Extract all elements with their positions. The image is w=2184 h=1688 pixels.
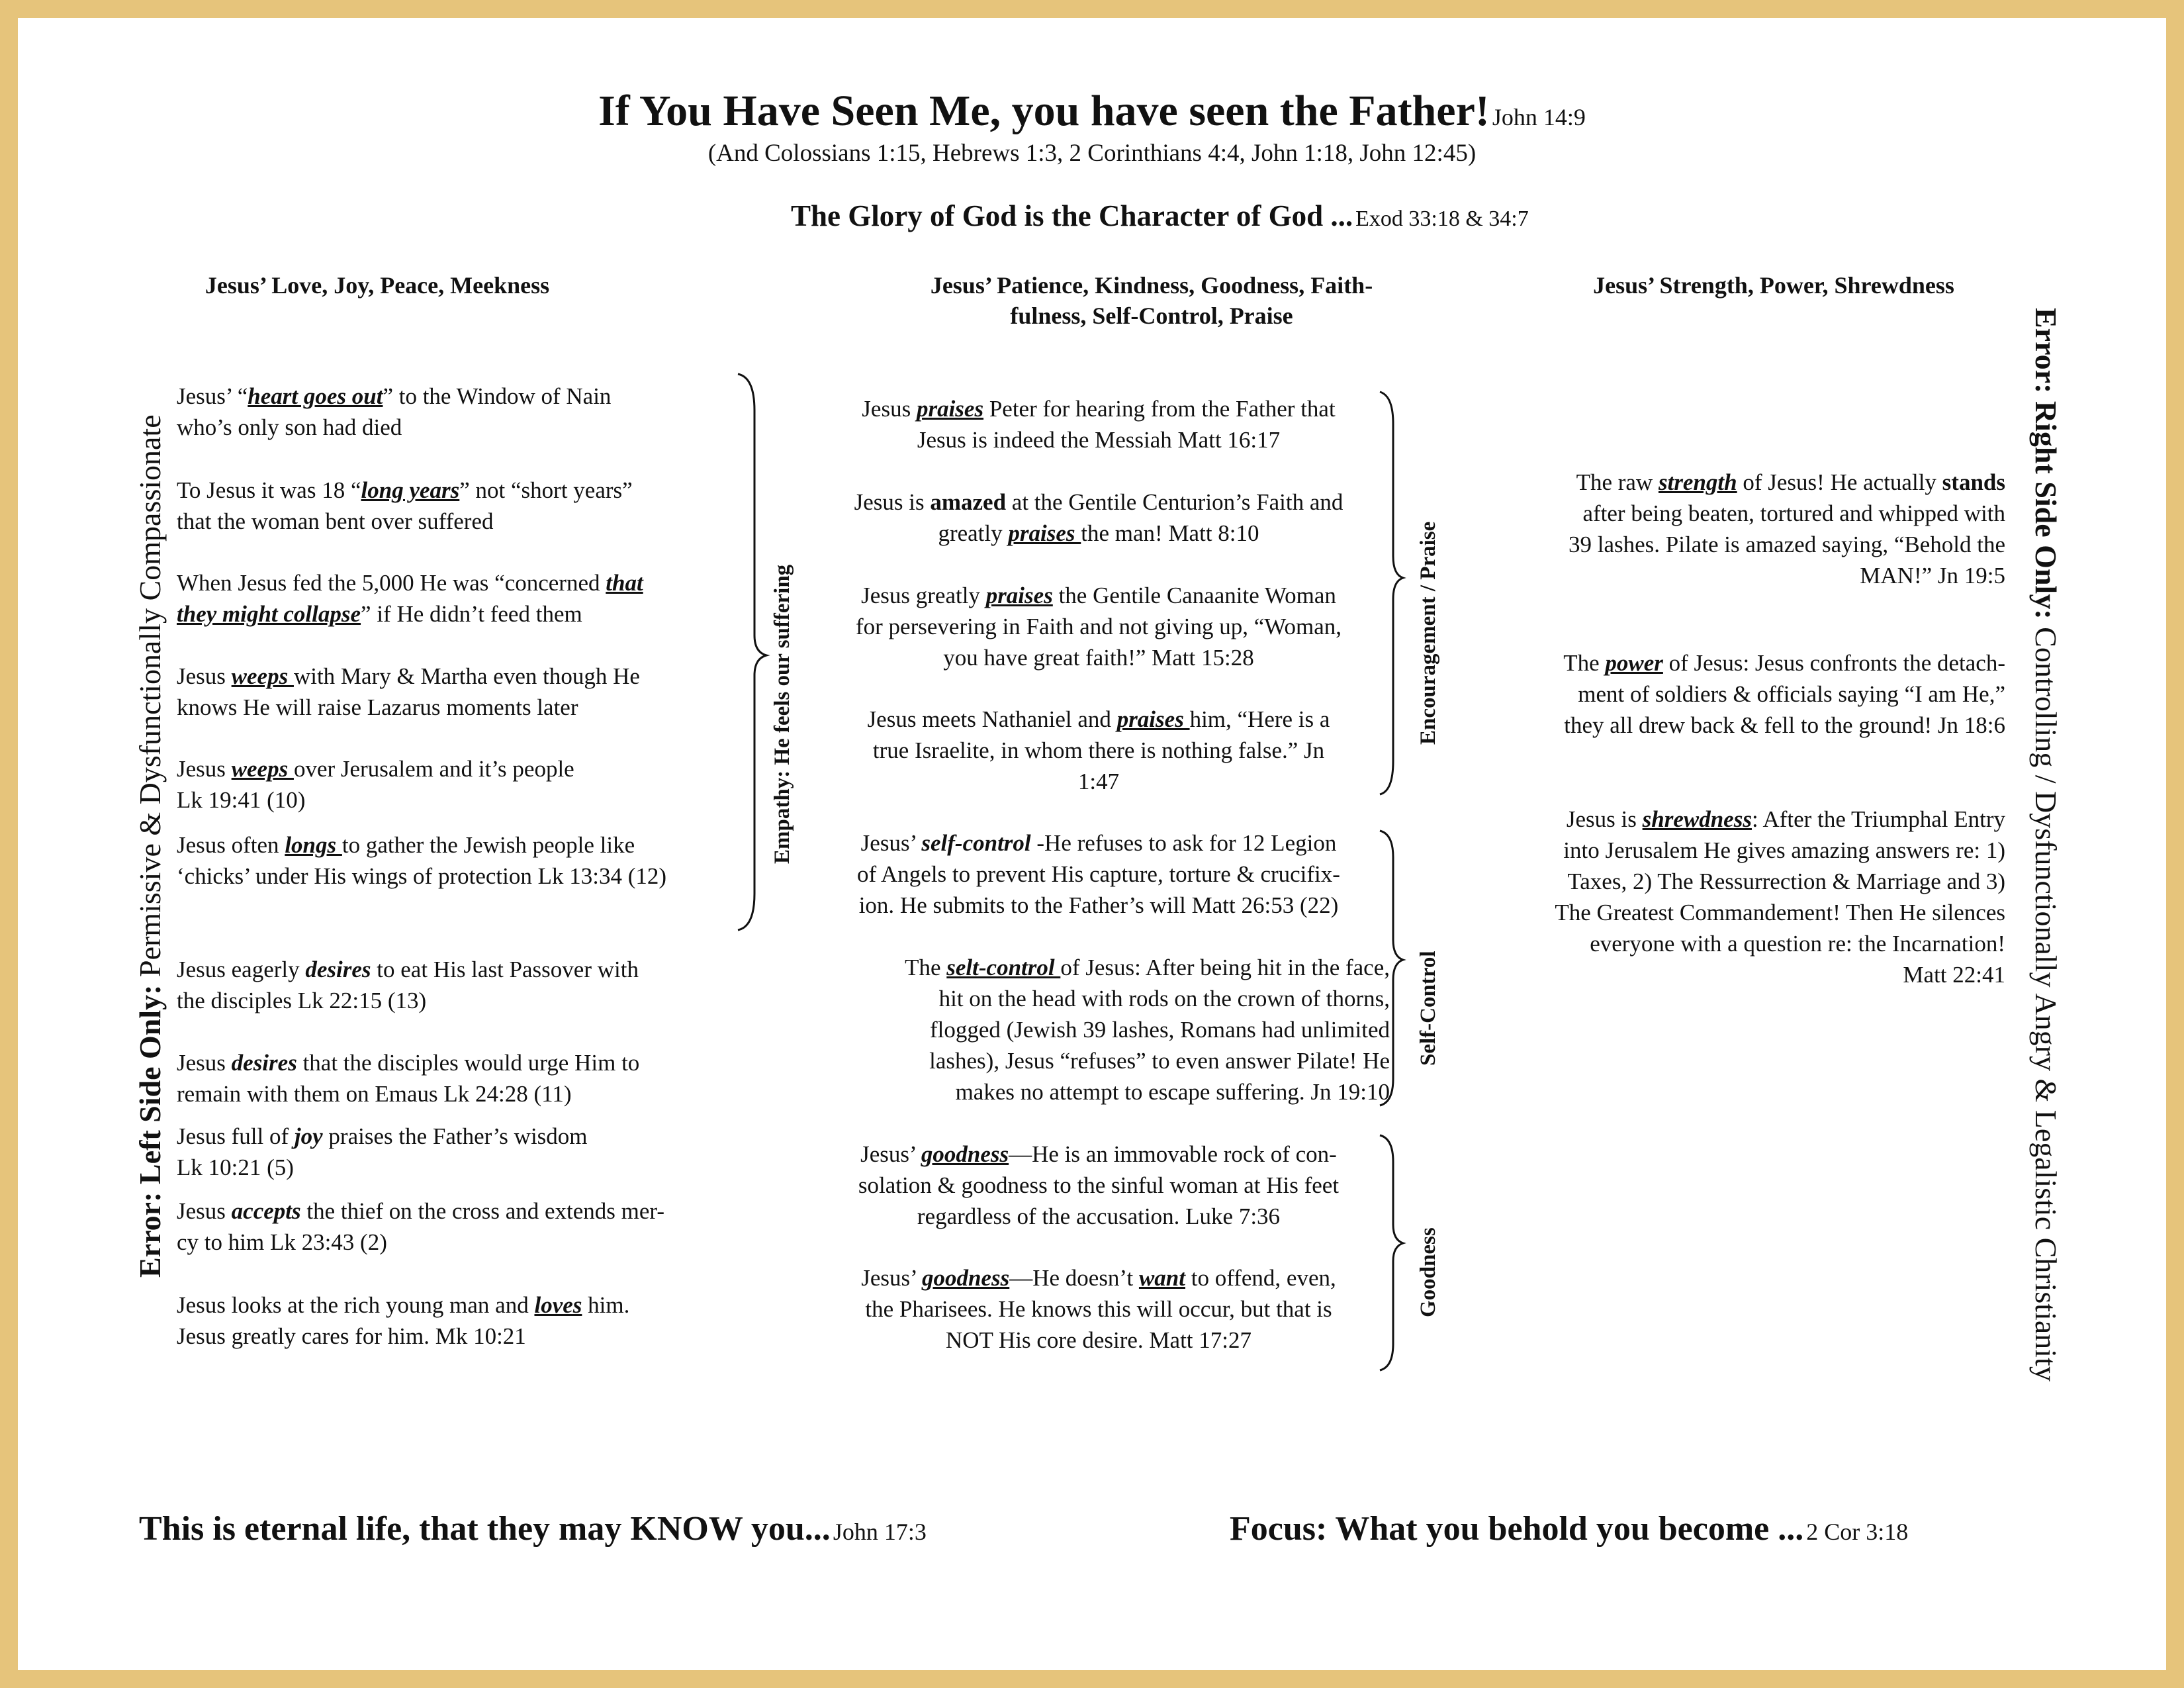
left-error-bold: Error: Left Side Only: [133,984,167,1278]
text-fragment: The Greatest Commandement! Then He silences [1555,900,2005,925]
text-fragment: Jesus meets Nathaniel and [867,706,1117,732]
goodness-label: Goodness [1416,1227,1440,1317]
text-fragment: weeps [231,663,294,689]
left-item-2 [177,475,633,537]
text-fragment: MAN!” Jn 19:5 [1860,563,2005,588]
text-fragment: The raw [1576,469,1659,495]
footer-right-text: Focus: What you behold you become ... [1230,1510,1804,1548]
text-fragment: -He refuses to ask for 12 Legion [1030,830,1337,856]
middle-heading-line2: fulness, Self-Control, Praise [1010,303,1293,329]
text-fragment: —He is an immovable rock of con- [1009,1141,1337,1167]
text-fragment: The [905,955,947,980]
text-fragment: greatly [938,520,1009,546]
text-fragment: ment of soldiers & officials saying “I am He,” [1578,681,2005,707]
text-fragment: desires [305,957,371,982]
footer-left [139,1509,927,1548]
footer-left-text: This is eternal life, that they may KNOW you... [139,1510,831,1548]
text-fragment: To Jesus it was 18 “ [177,477,361,503]
right-column-heading: Jesus’ Strength, Power, Shrewdness [1593,272,1954,299]
right-item-3 [1443,804,2005,990]
text-fragment: to gather the Jewish people like [341,832,635,858]
text-fragment: Jesus’ [861,1265,922,1291]
text-fragment: praises [985,583,1053,608]
text-fragment: Lk 19:41 (10) [177,787,306,813]
right-item-1 [1443,467,2005,591]
left-column-heading: Jesus’ Love, Joy, Peace, Meekness [205,272,550,299]
text-fragment: Jesus eagerly [177,957,306,982]
glory-reference: Exod 33:18 & 34:7 [1355,207,1529,231]
footer-right [1230,1509,1908,1548]
text-fragment: everyone with a question re: the Incarnation! [1590,931,2005,957]
text-fragment: the thief on the cross and extends mer- [300,1198,665,1224]
text-fragment: solation & goodness to the sinful woman at His feet [858,1172,1340,1198]
text-fragment: into Jerusalem He gives amazing answers re: 1) [1563,837,2005,863]
left-item-4 [177,661,640,723]
text-fragment: 1:47 [1077,769,1120,794]
left-item-1 [177,381,611,443]
text-fragment: 39 lashes. Pilate is amazed saying, “Behold the [1569,532,2005,557]
text-fragment: praises [916,396,984,422]
middle-item-8 [807,1262,1390,1356]
text-fragment: Jesus is indeed the Messiah Matt 16:17 [917,427,1281,453]
subtitle: (And Colossians 1:15, Hebrews 1:3, 2 Corinthians 4:4, John 1:18, John 12:45) [707,140,1477,167]
left-item-6 [177,829,666,892]
text-fragment: long years [361,477,460,503]
footer-left-reference: John 17:3 [833,1519,927,1545]
text-fragment: that [606,570,643,596]
text-fragment: Jesus [177,1050,232,1076]
text-fragment: Jesus [177,756,232,782]
text-fragment: Jesus is [1566,806,1643,832]
text-fragment: stands [1942,469,2005,495]
text-fragment: When Jesus fed the 5,000 He was “concerned [177,570,606,596]
text-fragment: Jesus [177,663,232,689]
text-fragment: they might collapse [177,601,361,627]
text-fragment: you have great faith!” Matt 15:28 [943,645,1254,671]
glory-text: The Glory of God is the Character of God ... [791,199,1353,232]
text-fragment: him. [582,1292,630,1318]
left-error-rest: Permissive & Dysfunctionally Compassionate [133,414,167,985]
empathy-brace [738,374,766,930]
middle-item-5 [807,827,1390,921]
text-fragment: remain with them on Emaus Lk 24:28 (11) [177,1081,572,1107]
text-fragment: at the Gentile Centurion’s Faith and [1006,489,1343,515]
text-fragment: longs [285,832,342,858]
text-fragment: praises [1116,706,1190,732]
text-fragment: Jesus’ [860,1141,921,1167]
right-error-bold: Error: Right Side Only: [2029,308,2063,620]
text-fragment: the Pharisees. He knows this will occur, but that is [865,1296,1332,1322]
text-fragment: —He doesn’t [1009,1265,1139,1291]
text-fragment: Taxes, 2) The Ressurrection & Marriage and 3) [1567,868,2005,894]
text-fragment: want [1138,1265,1185,1291]
text-fragment: ” not “short years” [459,477,633,503]
middle-item-3 [807,580,1390,673]
left-item-5 [177,753,574,816]
right-error-rest: Controlling / Dysfunctionally Angry & Legalistic Christianity [2029,619,2063,1382]
text-fragment: amazed [930,489,1007,515]
title-reference: John 14:9 [1492,104,1586,130]
text-fragment: NOT His core desire. Matt 17:27 [945,1327,1252,1353]
text-fragment: accepts [231,1198,301,1224]
text-fragment: Jesus greatly cares for him. Mk 10:21 [177,1323,526,1349]
text-fragment: Jesus is [854,489,931,515]
middle-item-4 [807,704,1390,797]
text-fragment: hit on the head with rods on the crown of thorns, [938,986,1390,1011]
text-fragment: after being beaten, tortured and whipped with [1582,500,2005,526]
text-fragment: him, “Here is a [1189,706,1330,732]
text-fragment: to offend, even, [1185,1265,1336,1291]
text-fragment: Jesus’ “ [177,383,248,409]
middle-heading-line1: Jesus’ Patience, Kindness, Goodness, Faith- [930,272,1373,299]
text-fragment: true Israelite, in whom there is nothing false.” Jn [872,737,1325,763]
text-fragment: that the disciples would urge Him to [296,1050,640,1076]
text-fragment: knows He will raise Lazarus moments later [177,694,578,720]
text-fragment: cy to him Lk 23:43 (2) [177,1229,387,1255]
text-fragment: of Angels to prevent His capture, torture & crucifix- [857,861,1340,887]
text-fragment: goodness [921,1141,1009,1167]
text-fragment: ” to the Window of Nain [383,383,612,409]
self-control-label: Self-Control [1416,951,1440,1066]
text-fragment: ion. He submits to the Father’s will Matt 26:53 (22) [858,892,1339,918]
left-item-3 [177,567,643,630]
text-fragment: Jesus looks at the rich young man and [177,1292,535,1318]
text-fragment: praises [1008,520,1081,546]
text-fragment: desires [231,1050,297,1076]
text-fragment: The [1563,650,1606,676]
text-fragment: Jesus often [177,832,285,858]
text-fragment: Jesus [862,396,917,422]
text-fragment: shrewdness [1642,806,1752,832]
text-fragment: over Jerusalem and it’s people [293,756,574,782]
title-main: If You Have Seen Me, you have seen the Father! [598,87,1490,135]
text-fragment: Jesus greatly [861,583,986,608]
text-fragment: power [1605,650,1663,676]
right-item-2 [1443,647,2005,741]
text-fragment: praises the Father’s wisdom [322,1123,588,1149]
middle-item-1 [807,393,1390,455]
text-fragment: with Mary & Martha even though He [293,663,640,689]
encouragement-label: Encouragement / Praise [1416,521,1440,745]
text-fragment: that the woman bent over suffered [177,508,494,534]
text-fragment: the man! Matt 8:10 [1081,520,1259,546]
text-fragment: flogged (Jewish 39 lashes, Romans had unlimited [929,1017,1390,1043]
text-fragment: of Jesus: After being hit in the face, [1060,955,1390,980]
text-fragment: regardless of the accusation. Luke 7:36 [917,1203,1281,1229]
left-item-7 [177,954,639,1016]
text-fragment: heart goes out [248,383,383,409]
text-fragment: of Jesus: Jesus confronts the detach- [1662,650,2005,676]
text-fragment: strength [1658,469,1737,495]
text-fragment: they all drew back & fell to the ground! Jn 18:6 [1564,712,2005,738]
left-item-9 [177,1121,588,1183]
middle-item-6 [807,952,1390,1107]
text-fragment: the Gentile Canaanite Woman [1052,583,1336,608]
text-fragment: Lk 10:21 (5) [177,1154,294,1180]
text-fragment: Matt 22:41 [1903,962,2005,988]
middle-item-7 [807,1139,1390,1232]
text-fragment: Jesus’ [860,830,922,856]
text-fragment: for persevering in Faith and not giving up, “Woman, [856,614,1342,639]
text-fragment: selt-control [946,955,1061,980]
left-item-10 [177,1196,664,1258]
footer-right-reference: 2 Cor 3:18 [1806,1519,1909,1545]
text-fragment: the disciples Lk 22:15 (13) [177,988,427,1013]
text-fragment: loves [534,1292,582,1318]
text-fragment: ” if He didn’t feed them [361,601,582,627]
text-fragment: to eat His last Passover with [371,957,639,982]
text-fragment: joy [294,1123,323,1149]
left-item-11 [177,1289,629,1352]
empathy-label: Empathy: He feels our suffering [770,564,794,864]
text-fragment: of Jesus! He actually [1737,469,1942,495]
text-fragment: weeps [231,756,294,782]
text-fragment: lashes), Jesus “refuses” to even answer Pilate! He [929,1048,1390,1074]
text-fragment: ‘chicks’ under His wings of protection Lk 13:34 (12) [177,863,667,889]
left-item-8 [177,1047,639,1109]
text-fragment: who’s only son had died [177,414,402,440]
text-fragment: Peter for hearing from the Father that [983,396,1336,422]
text-fragment: : After the Triumphal Entry [1751,806,2005,832]
text-fragment: self-control [921,830,1031,856]
text-fragment: Jesus [177,1198,232,1224]
text-fragment: makes no attempt to escape suffering. Jn 19:10 [955,1079,1390,1105]
middle-item-2 [807,487,1390,549]
text-fragment: goodness [921,1265,1010,1291]
text-fragment: Jesus full of [177,1123,295,1149]
